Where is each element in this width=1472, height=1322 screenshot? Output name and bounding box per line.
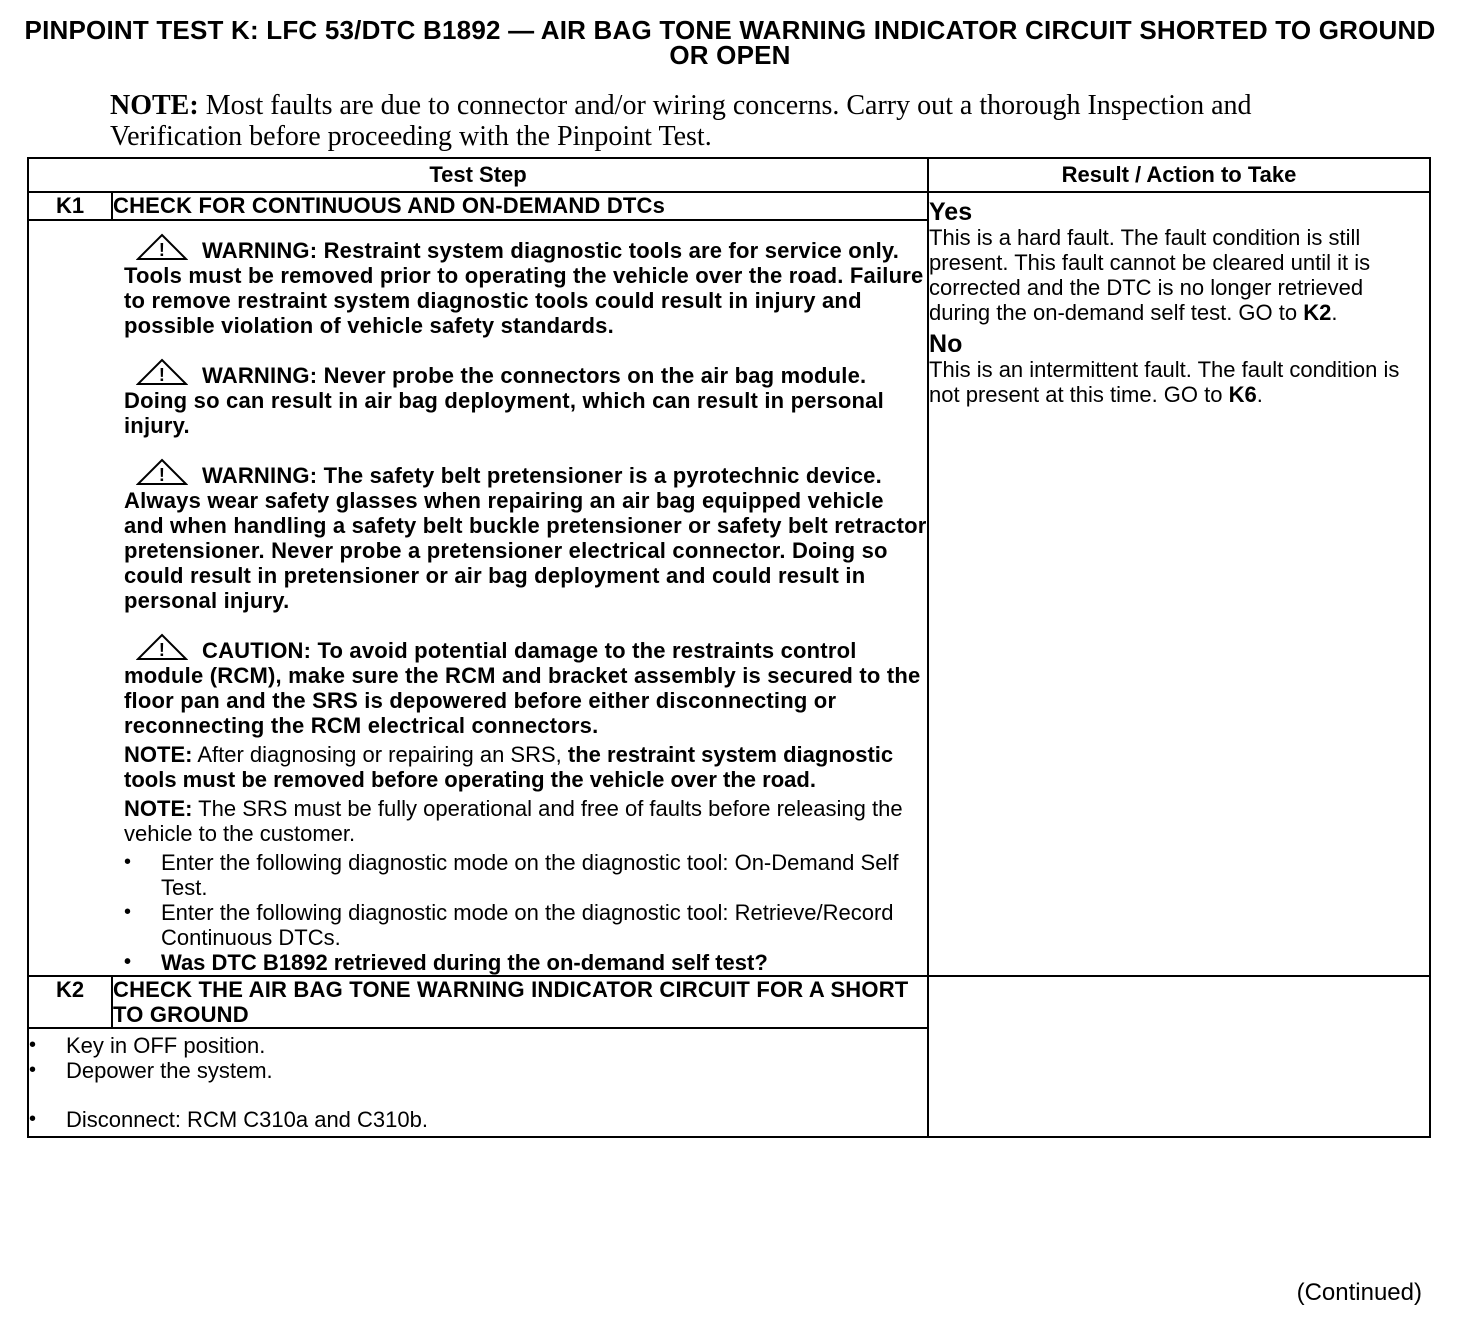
intro-note (110, 90, 1360, 152)
step-k2-actions (29, 1033, 927, 1132)
result-no-text: This is an intermittent fault. The fault condition is not present at this time. GO to K6. (929, 357, 1400, 407)
pinpoint-test-table (27, 157, 1431, 1138)
step-k1-question: • Was DTC B1892 retrieved during the on-demand self test? (124, 950, 927, 975)
svg-text:!: ! (158, 365, 166, 385)
list-item: • Enter the following diagnostic mode on the diagnostic tool: On-Demand Self Test. (124, 850, 927, 900)
intro-note-text: Most faults are due to connector and/or wiring concerns. Carry out a thorough Inspection and Verification before proceeding with the Pinpoint Test. (110, 90, 1252, 152)
note-remove-tools: NOTE: After diagnosing or repairing an SRS, the restraint system diagnostic tools must be removed before operating the vehicle over the road. (124, 742, 894, 792)
svg-text:!: ! (158, 240, 166, 260)
result-yes-text: This is a hard fault. The fault condition is still present. This fault cannot be cleared until it is corrected and the DTC is no longer retrieved during the on-demand self test. GO to K2. (929, 225, 1371, 325)
svg-text:!: ! (158, 465, 166, 485)
goto-k6: K6 (1228, 382, 1257, 407)
continued-label: (Continued) (1296, 1279, 1422, 1306)
step-k1-actions (124, 850, 927, 975)
col-header-result: Result / Action to Take (928, 158, 1430, 192)
step-k2-result (928, 976, 1430, 1137)
step-k2-id: K2 (28, 976, 112, 1028)
step-k1-title-row (28, 192, 1430, 220)
step-k1-title: CHECK FOR CONTINUOUS AND ON-DEMAND DTCs (112, 192, 928, 220)
warning-3: ! WARNING: The safety belt pretensioner is a pyrotechnic device. Always wear safety glasses when repairing an air bag equipped vehicle and when handling a safety belt buckle pretensioner or safety belt retractor pretensioner. Never probe a pretensioner electrical connector. Doing so could result in pretensioner or air bag deployment and could result in personal injury. (124, 458, 927, 613)
step-k1-id: K1 (28, 192, 112, 220)
step-k2-body (28, 1028, 928, 1137)
warning-2: ! WARNING: Never probe the connectors on the air bag module. Doing so can result in air bag deployment, which can result in personal injury. (124, 358, 927, 438)
result-yes-label: Yes (929, 198, 973, 226)
svg-text:!: ! (158, 640, 166, 660)
step-k2-title: CHECK THE AIR BAG TONE WARNING INDICATOR CIRCUIT FOR A SHORT TO GROUND (112, 976, 928, 1028)
goto-k2: K2 (1303, 300, 1332, 325)
col-header-test-step: Test Step (28, 158, 928, 192)
warning-triangle-icon (136, 358, 188, 386)
warning-triangle-icon (136, 633, 188, 661)
warning-triangle-icon (136, 233, 188, 261)
table-header-row (28, 158, 1430, 192)
step-k1-result (928, 192, 1430, 976)
list-item: • Enter the following diagnostic mode on the diagnostic tool: Retrieve/Record Continuous DTCs. (124, 900, 927, 950)
list-item: • Disconnect: RCM C310a and C310b. (29, 1107, 927, 1132)
caution: ! CAUTION: To avoid potential damage to the restraints control module (RCM), make sure the RCM and bracket assembly is secured to the floor pan and the SRS is depowered before either disconnecting or reconnecting the RCM electrical connectors. (124, 633, 927, 738)
warning-1: ! WARNING: Restraint system diagnostic tools are for service only. Tools must be removed prior to operating the vehicle over the road. Failure to remove restraint system diagnostic tools could result in injury and possible violation of vehicle safety standards. (124, 233, 927, 338)
list-item: • Depower the system. (29, 1058, 927, 1083)
list-item: • Key in OFF position. (29, 1033, 927, 1058)
pinpoint-test-title: PINPOINT TEST K: LFC 53/DTC B1892 — AIR BAG TONE WARNING INDICATOR CIRCUIT SHORTED TO GROUND OR OPEN (24, 15, 1436, 70)
step-k2-title-row (28, 976, 1430, 1028)
step-k1-body (28, 220, 928, 976)
result-no-label: No (929, 330, 963, 358)
note-srs-operational: NOTE: The SRS must be fully operational and free of faults before releasing the vehicle to the customer. (124, 796, 903, 846)
warning-triangle-icon (136, 458, 188, 486)
intro-note-label: NOTE: (110, 90, 199, 121)
